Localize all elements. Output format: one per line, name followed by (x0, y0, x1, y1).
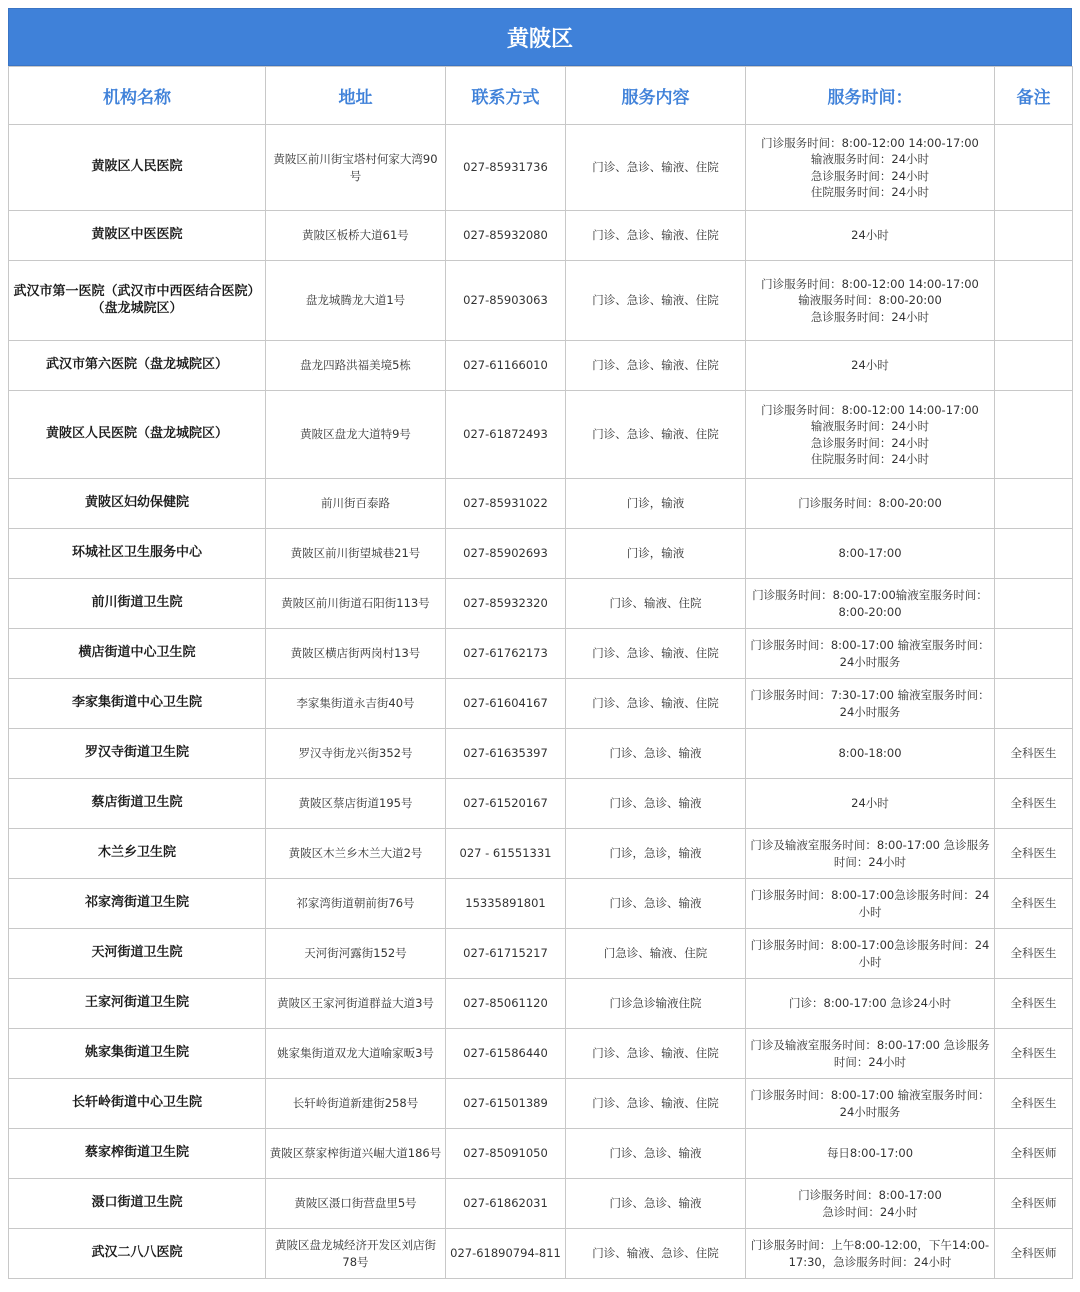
note (995, 579, 1073, 629)
table-row (9, 1079, 1073, 1129)
phone-number: 027-61890794-811 (446, 1229, 566, 1279)
service-hours-line: 输液服务时间：8:00-20:00 (798, 293, 942, 308)
address: 长轩岭街道新建街258号 (266, 1079, 446, 1129)
column-header-name: 机构名称 (9, 67, 266, 125)
service-content: 门诊、急诊、输液、住院 (566, 125, 746, 211)
service-content: 门诊、急诊、输液、住院 (566, 391, 746, 479)
table-row (9, 341, 1073, 391)
phone-number: 027-61604167 (446, 679, 566, 729)
service-hours (746, 979, 995, 1029)
table-row (9, 729, 1073, 779)
address: 黄陂区王家河街道群益大道3号 (266, 979, 446, 1029)
column-header-hours: 服务时间： (746, 67, 995, 125)
address: 黄陂区蔡店街道195号 (266, 779, 446, 829)
service-hours (746, 1179, 995, 1229)
address: 盘龙四路洪福美境5栋 (266, 341, 446, 391)
address: 前川街百泰路 (266, 479, 446, 529)
phone-number: 027-85061120 (446, 979, 566, 1029)
service-hours (746, 829, 995, 879)
institution-name: 横店街道中心卫生院 (9, 629, 266, 679)
address: 姚家集街道双龙大道喻家畈3号 (266, 1029, 446, 1079)
service-hours (746, 479, 995, 529)
institution-name: 黄陂区中医医院 (9, 211, 266, 261)
note: 全科医生 (995, 979, 1073, 1029)
institution-name: 黄陂区妇幼保健院 (9, 479, 266, 529)
service-hours-line: 门诊服务时间：8:00-12:00 14:00-17:00 (761, 276, 979, 291)
service-content: 门诊、急诊、输液 (566, 1129, 746, 1179)
table-row (9, 779, 1073, 829)
district-hospital-sheet (8, 8, 1072, 1279)
table-row (9, 1179, 1073, 1229)
service-content: 门诊、急诊、输液、住院 (566, 629, 746, 679)
service-hours-line: 门诊服务时间：8:00-17:00 输液室服务时间：24小时服务 (750, 638, 990, 669)
table-row (9, 1129, 1073, 1179)
note (995, 391, 1073, 479)
service-hours (746, 125, 995, 211)
phone-number: 027-61520167 (446, 779, 566, 829)
service-hours-line: 门诊服务时间：7:30-17:00 输液室服务时间：24小时服务 (750, 688, 990, 719)
phone-number: 027-61586440 (446, 1029, 566, 1079)
phone-number: 027-61635397 (446, 729, 566, 779)
phone-number: 027-85932320 (446, 579, 566, 629)
phone-number: 15335891801 (446, 879, 566, 929)
service-hours-line: 24小时 (851, 228, 889, 243)
service-hours (746, 679, 995, 729)
note (995, 261, 1073, 341)
service-hours-line: 急诊服务时间：24小时 (810, 435, 930, 450)
service-hours-line: 8:00-18:00 (838, 746, 902, 761)
institution-name: 黄陂区人民医院（盘龙城院区） (9, 391, 266, 479)
phone-number: 027-61501389 (446, 1079, 566, 1129)
service-hours (746, 579, 995, 629)
column-header-notes: 备注 (995, 67, 1073, 125)
phone-number: 027-85932080 (446, 211, 566, 261)
table-row (9, 829, 1073, 879)
service-hours-line: 24小时 (851, 358, 889, 373)
service-hours (746, 779, 995, 829)
service-content: 门诊、急诊、输液 (566, 879, 746, 929)
service-hours-line: 门诊及输液室服务时间：8:00-17:00 急诊服务时间：24小时 (750, 838, 990, 869)
note: 全科医生 (995, 929, 1073, 979)
service-hours (746, 1029, 995, 1079)
address: 黄陂区盘龙城经济开发区刘店街78号 (266, 1229, 446, 1279)
institution-name: 姚家集街道卫生院 (9, 1029, 266, 1079)
table-row (9, 929, 1073, 979)
address: 黄陂区木兰乡木兰大道2号 (266, 829, 446, 879)
note (995, 125, 1073, 211)
address: 盘龙城腾龙大道1号 (266, 261, 446, 341)
column-header-services: 服务内容 (566, 67, 746, 125)
service-hours (746, 629, 995, 679)
service-hours-line: 门诊服务时间：8:00-17:00急诊服务时间：24小时 (750, 888, 990, 919)
note: 全科医师 (995, 1179, 1073, 1229)
service-content: 门诊、急诊、输液、住院 (566, 679, 746, 729)
service-hours (746, 1229, 995, 1279)
address: 黄陂区盘龙大道特9号 (266, 391, 446, 479)
note (995, 679, 1073, 729)
institution-name: 祁家湾街道卫生院 (9, 879, 266, 929)
service-hours-line: 门诊：8:00-17:00 急诊24小时 (789, 996, 951, 1011)
note: 全科医生 (995, 779, 1073, 829)
note: 全科医师 (995, 1129, 1073, 1179)
service-hours-line: 急诊时间：24小时 (822, 1204, 918, 1219)
service-content: 门诊，急诊，输液 (566, 829, 746, 879)
phone-number: 027-85931736 (446, 125, 566, 211)
institution-name: 李家集街道中心卫生院 (9, 679, 266, 729)
note: 全科医生 (995, 1029, 1073, 1079)
service-hours (746, 341, 995, 391)
service-hours-line: 急诊服务时间：24小时 (810, 309, 930, 324)
institution-name: 武汉二八八医院 (9, 1229, 266, 1279)
service-hours (746, 879, 995, 929)
institution-name: 罗汉寺街道卫生院 (9, 729, 266, 779)
header-row (9, 67, 1073, 125)
note: 全科医生 (995, 1079, 1073, 1129)
service-hours-line: 门诊服务时间：8:00-17:00输液室服务时间：8:00-20:00 (752, 588, 988, 619)
service-hours-line: 输液服务时间：24小时 (810, 152, 930, 166)
service-hours-line: 门诊服务时间：上午8:00-12:00，下午14:00-17:30，急诊服务时间：24小时 (750, 1238, 990, 1269)
address: 黄陂区前川街望城巷21号 (266, 529, 446, 579)
table-row (9, 529, 1073, 579)
institution-name: 环城社区卫生服务中心 (9, 529, 266, 579)
institution-name: 王家河街道卫生院 (9, 979, 266, 1029)
table-row (9, 629, 1073, 679)
service-content: 门诊、急诊、输液 (566, 729, 746, 779)
institution-name: 武汉市第六医院（盘龙城院区） (9, 341, 266, 391)
service-hours-line: 门诊服务时间：8:00-12:00 14:00-17:00 (761, 402, 979, 417)
service-hours (746, 391, 995, 479)
column-header-address: 地址 (266, 67, 446, 125)
phone-number: 027 - 61551331 (446, 829, 566, 879)
institution-name: 木兰乡卫生院 (9, 829, 266, 879)
address: 黄陂区蔡家榨街道兴崛大道186号 (266, 1129, 446, 1179)
table-row (9, 1029, 1073, 1079)
note (995, 341, 1073, 391)
service-hours-line: 门诊服务时间：8:00-17:00 (798, 1188, 942, 1202)
service-hours-line: 住院服务时间：24小时 (810, 185, 930, 199)
service-content: 门诊，输液 (566, 529, 746, 579)
institution-name: 长轩岭街道中心卫生院 (9, 1079, 266, 1129)
phone-number: 027-61762173 (446, 629, 566, 679)
service-content: 门诊、输液、住院 (566, 579, 746, 629)
service-hours-line: 门诊服务时间：8:00-12:00 14:00-17:00 (761, 135, 979, 150)
service-content: 门诊、急诊、输液、住院 (566, 211, 746, 261)
service-hours (746, 211, 995, 261)
service-content: 门诊、急诊、输液 (566, 779, 746, 829)
service-hours-line: 门诊服务时间：8:00-20:00 (798, 496, 942, 511)
service-hours (746, 1079, 995, 1129)
service-content: 门诊、急诊、输液 (566, 1179, 746, 1229)
note: 全科医生 (995, 879, 1073, 929)
service-content: 门诊急诊输液住院 (566, 979, 746, 1029)
address: 黄陂区前川街道石阳街113号 (266, 579, 446, 629)
service-hours-line: 住院服务时间：24小时 (810, 452, 930, 466)
institution-name: 武汉市第一医院（武汉市中西医结合医院）（盘龙城院区） (9, 261, 266, 341)
service-hours-line: 8:00-17:00 (838, 546, 902, 561)
note (995, 529, 1073, 579)
note (995, 629, 1073, 679)
table-row (9, 1229, 1073, 1279)
table-row (9, 579, 1073, 629)
service-hours (746, 261, 995, 341)
service-content: 门诊、急诊、输液、住院 (566, 1079, 746, 1129)
service-content: 门诊，输液 (566, 479, 746, 529)
institution-name: 滠口街道卫生院 (9, 1179, 266, 1229)
address: 祁家湾街道朝前街76号 (266, 879, 446, 929)
table-row (9, 679, 1073, 729)
table-row (9, 261, 1073, 341)
phone-number: 027-61872493 (446, 391, 566, 479)
table-row (9, 979, 1073, 1029)
address: 李家集街道永吉街40号 (266, 679, 446, 729)
column-header-phone: 联系方式 (446, 67, 566, 125)
phone-number: 027-61862031 (446, 1179, 566, 1229)
institution-name: 天河街道卫生院 (9, 929, 266, 979)
hospital-table (8, 66, 1073, 1279)
address: 黄陂区滠口街营盘里5号 (266, 1179, 446, 1229)
address: 黄陂区前川街宝塔村何家大湾90号 (266, 125, 446, 211)
institution-name: 蔡店街道卫生院 (9, 779, 266, 829)
table-row (9, 479, 1073, 529)
service-hours-line: 门诊服务时间：8:00-17:00急诊服务时间：24小时 (750, 938, 990, 969)
service-hours-line: 输液服务时间：24小时 (810, 419, 930, 433)
address: 罗汉寺街龙兴街352号 (266, 729, 446, 779)
phone-number: 027-85931022 (446, 479, 566, 529)
district-title: 黄陂区 (8, 8, 1072, 66)
address: 天河街河露街152号 (266, 929, 446, 979)
note: 全科医师 (995, 1229, 1073, 1279)
service-content: 门诊、急诊、输液、住院 (566, 341, 746, 391)
phone-number: 027-85902693 (446, 529, 566, 579)
service-hours-line: 24小时 (851, 796, 889, 811)
phone-number: 027-85091050 (446, 1129, 566, 1179)
phone-number: 027-61166010 (446, 341, 566, 391)
institution-name: 前川街道卫生院 (9, 579, 266, 629)
service-hours-line: 急诊服务时间：24小时 (810, 168, 930, 183)
table-row (9, 391, 1073, 479)
phone-number: 027-85903063 (446, 261, 566, 341)
table-row (9, 211, 1073, 261)
institution-name: 黄陂区人民医院 (9, 125, 266, 211)
service-content: 门诊、急诊、输液、住院 (566, 261, 746, 341)
note (995, 479, 1073, 529)
institution-name: 蔡家榨街道卫生院 (9, 1129, 266, 1179)
table-row (9, 879, 1073, 929)
table-body (9, 125, 1073, 1279)
service-hours (746, 729, 995, 779)
service-content: 门急诊、输液、住院 (566, 929, 746, 979)
note: 全科医生 (995, 829, 1073, 879)
service-hours-line: 每日8:00-17:00 (826, 1146, 914, 1161)
service-content: 门诊、急诊、输液、住院 (566, 1029, 746, 1079)
service-hours (746, 929, 995, 979)
table-row (9, 125, 1073, 211)
service-hours-line: 门诊及输液室服务时间：8:00-17:00 急诊服务时间：24小时 (750, 1038, 990, 1069)
address: 黄陂区板桥大道61号 (266, 211, 446, 261)
note: 全科医生 (995, 729, 1073, 779)
address: 黄陂区横店街两岗村13号 (266, 629, 446, 679)
service-hours (746, 1129, 995, 1179)
phone-number: 027-61715217 (446, 929, 566, 979)
service-content: 门诊、输液、急诊、住院 (566, 1229, 746, 1279)
service-hours (746, 529, 995, 579)
note (995, 211, 1073, 261)
service-hours-line: 门诊服务时间：8:00-17:00 输液室服务时间：24小时服务 (750, 1088, 990, 1119)
